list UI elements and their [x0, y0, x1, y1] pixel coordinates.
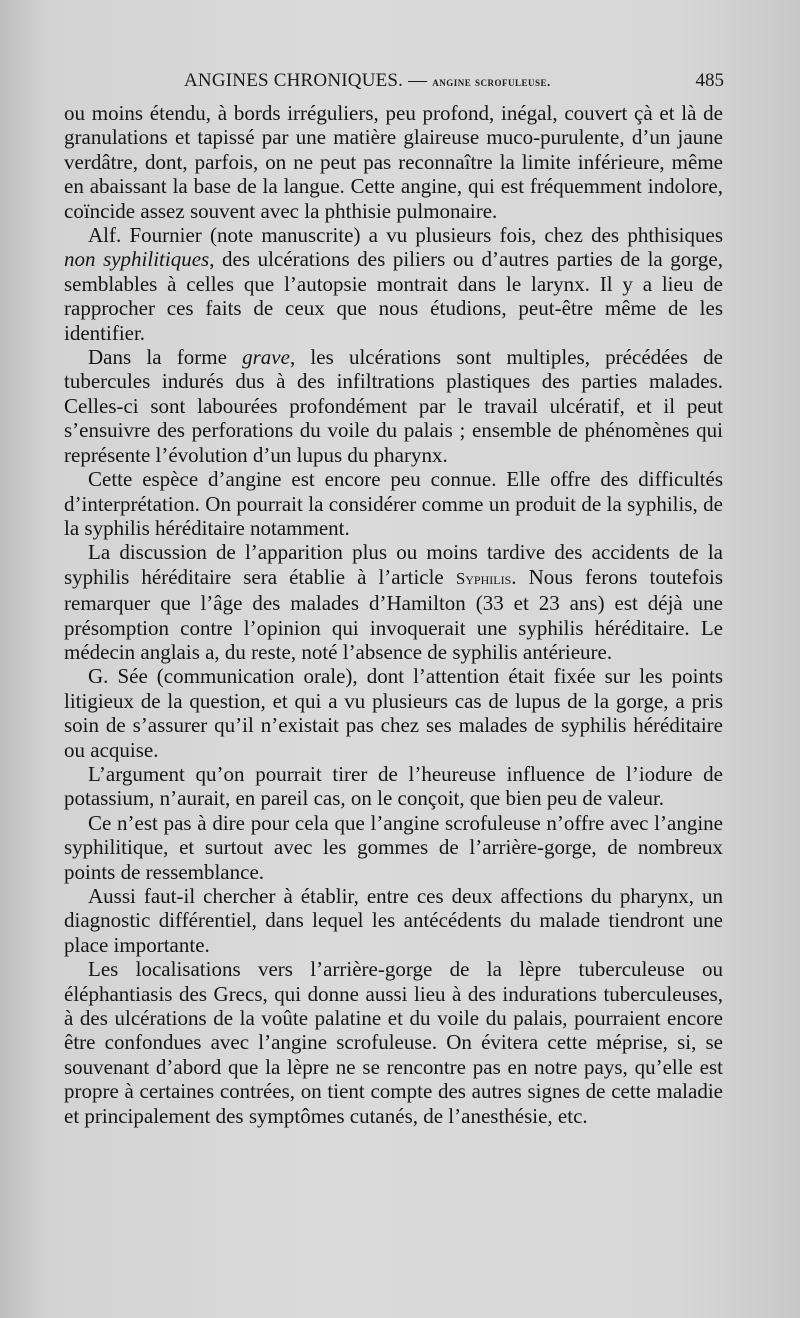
paragraph-3-text-end: , les ulcérations sont multiples, précédées de tubercules indurés dus à des infiltrations plastiques des parties malades. Celles-ci sont labourées profondément par le travail ulcératif, et il peut s’ensuivre des perforations du voile du palais ; ensemble de phénomènes qui représente l’évolution d’un lupus du pharynx. [64, 345, 723, 467]
paragraph-2 [64, 223, 723, 345]
page-number: 485 [695, 70, 724, 91]
paragraph-3-text: Dans la forme [88, 345, 243, 370]
paragraph-6: G. Sée (communication orale), dont l’attention était fixée sur les points litigieux de la question, et qui a vu plusieurs cas de lupus de la gorge, a pris soin de s’assurer qu’il n’existait pas chez ses malades de syphilis héréditaire ou acquise. [64, 664, 723, 762]
paragraph-2-text: Alf. Fournier (note manuscrite) a vu plusieurs fois, chez des phthisiques [88, 223, 723, 248]
paragraph-5-text: La discussion de l’apparition plus ou moins tardive des accidents de la syphilis héréditaire sera établie à l’article [64, 540, 723, 589]
paragraph-3 [64, 345, 723, 467]
running-title-text: ANGINES CHRONIQUES. — [184, 70, 433, 91]
paragraph-9: Aussi faut-il chercher à établir, entre ces deux affections du pharynx, un diagnostic différentiel, dans lequel les antécédents du malade tiendront une place importante. [64, 884, 723, 957]
paragraph-2-text-end: , des ulcérations des piliers ou d’autres parties de la gorge, semblables à celles que l’autopsie montrait dans le larynx. Il y a lieu de rapprocher ces faits de ceux que nous étudions, peut-être même de les identifier. [64, 247, 723, 345]
paragraph-4: Cette espèce d’angine est encore peu connue. Elle offre des difficultés d’interprétation. On pourrait la considérer comme un produit de la syphilis, de la syphilis héréditaire notamment. [64, 467, 723, 540]
italic-phrase: non syphilitiques [64, 247, 210, 272]
running-title [184, 70, 551, 92]
paragraph-5-text-end: . Nous ferons toutefois remarquer que l’âge des malades d’Hamilton (33 et 23 ans) est déjà une présomption contre l’opinion qui invoquerait une syphilis héréditaire. Le médecin anglais a, du reste, noté l’absence de syphilis antérieure. [64, 564, 723, 664]
body-text [64, 101, 723, 1128]
paragraph-5 [64, 540, 723, 664]
paragraph-8: Ce n’est pas à dire pour cela que l’angine scrofuleuse n’offre avec l’angine syphilitique, et surtout avec les gommes de l’arrière-gorge, de nombreux points de ressemblance. [64, 810, 723, 884]
paragraph-1: ou moins étendu, à bords irréguliers, peu profond, inégal, couvert çà et là de granulations et tapissé par une matière glaireuse muco-purulente, d’un jaune verdâtre, dont, parfois, on ne peut pas reconnaître la limite inférieure, même en abaissant la base de la langue. Cette angine, qui est fréquemment indolore, coïncide assez souvent avec la phthisie pulmonaire. [64, 101, 723, 223]
italic-word: grave [242, 345, 290, 370]
page-header [64, 70, 724, 100]
small-caps-reference: Syphilis [455, 568, 512, 588]
paragraph-10: Les localisations vers l’arrière-gorge de la lèpre tuberculeuse ou éléphantiasis des Grecs, qui donne aussi lieu à des indurations tuberculeuses, à des ulcérations de la voûte palatine et du voile du palais, pourraient encore être confondues avec l’angine scrofuleuse. On évitera cette méprise, si, se souvenant d’abord que la lèpre ne se rencontre pas en notre pays, qu’elle est propre à certaines contrées, on tient compte des autres signes de cette maladie et principalement des symptômes cutanés, de l’anesthésie, etc. [64, 957, 723, 1128]
paragraph-7: L’argument qu’on pourrait tirer de l’heureuse influence de l’iodure de potassium, n’aurait, en pareil cas, on le conçoit, que bien peu de valeur. [64, 761, 723, 811]
section-title: angine scrofuleuse. [432, 74, 551, 89]
